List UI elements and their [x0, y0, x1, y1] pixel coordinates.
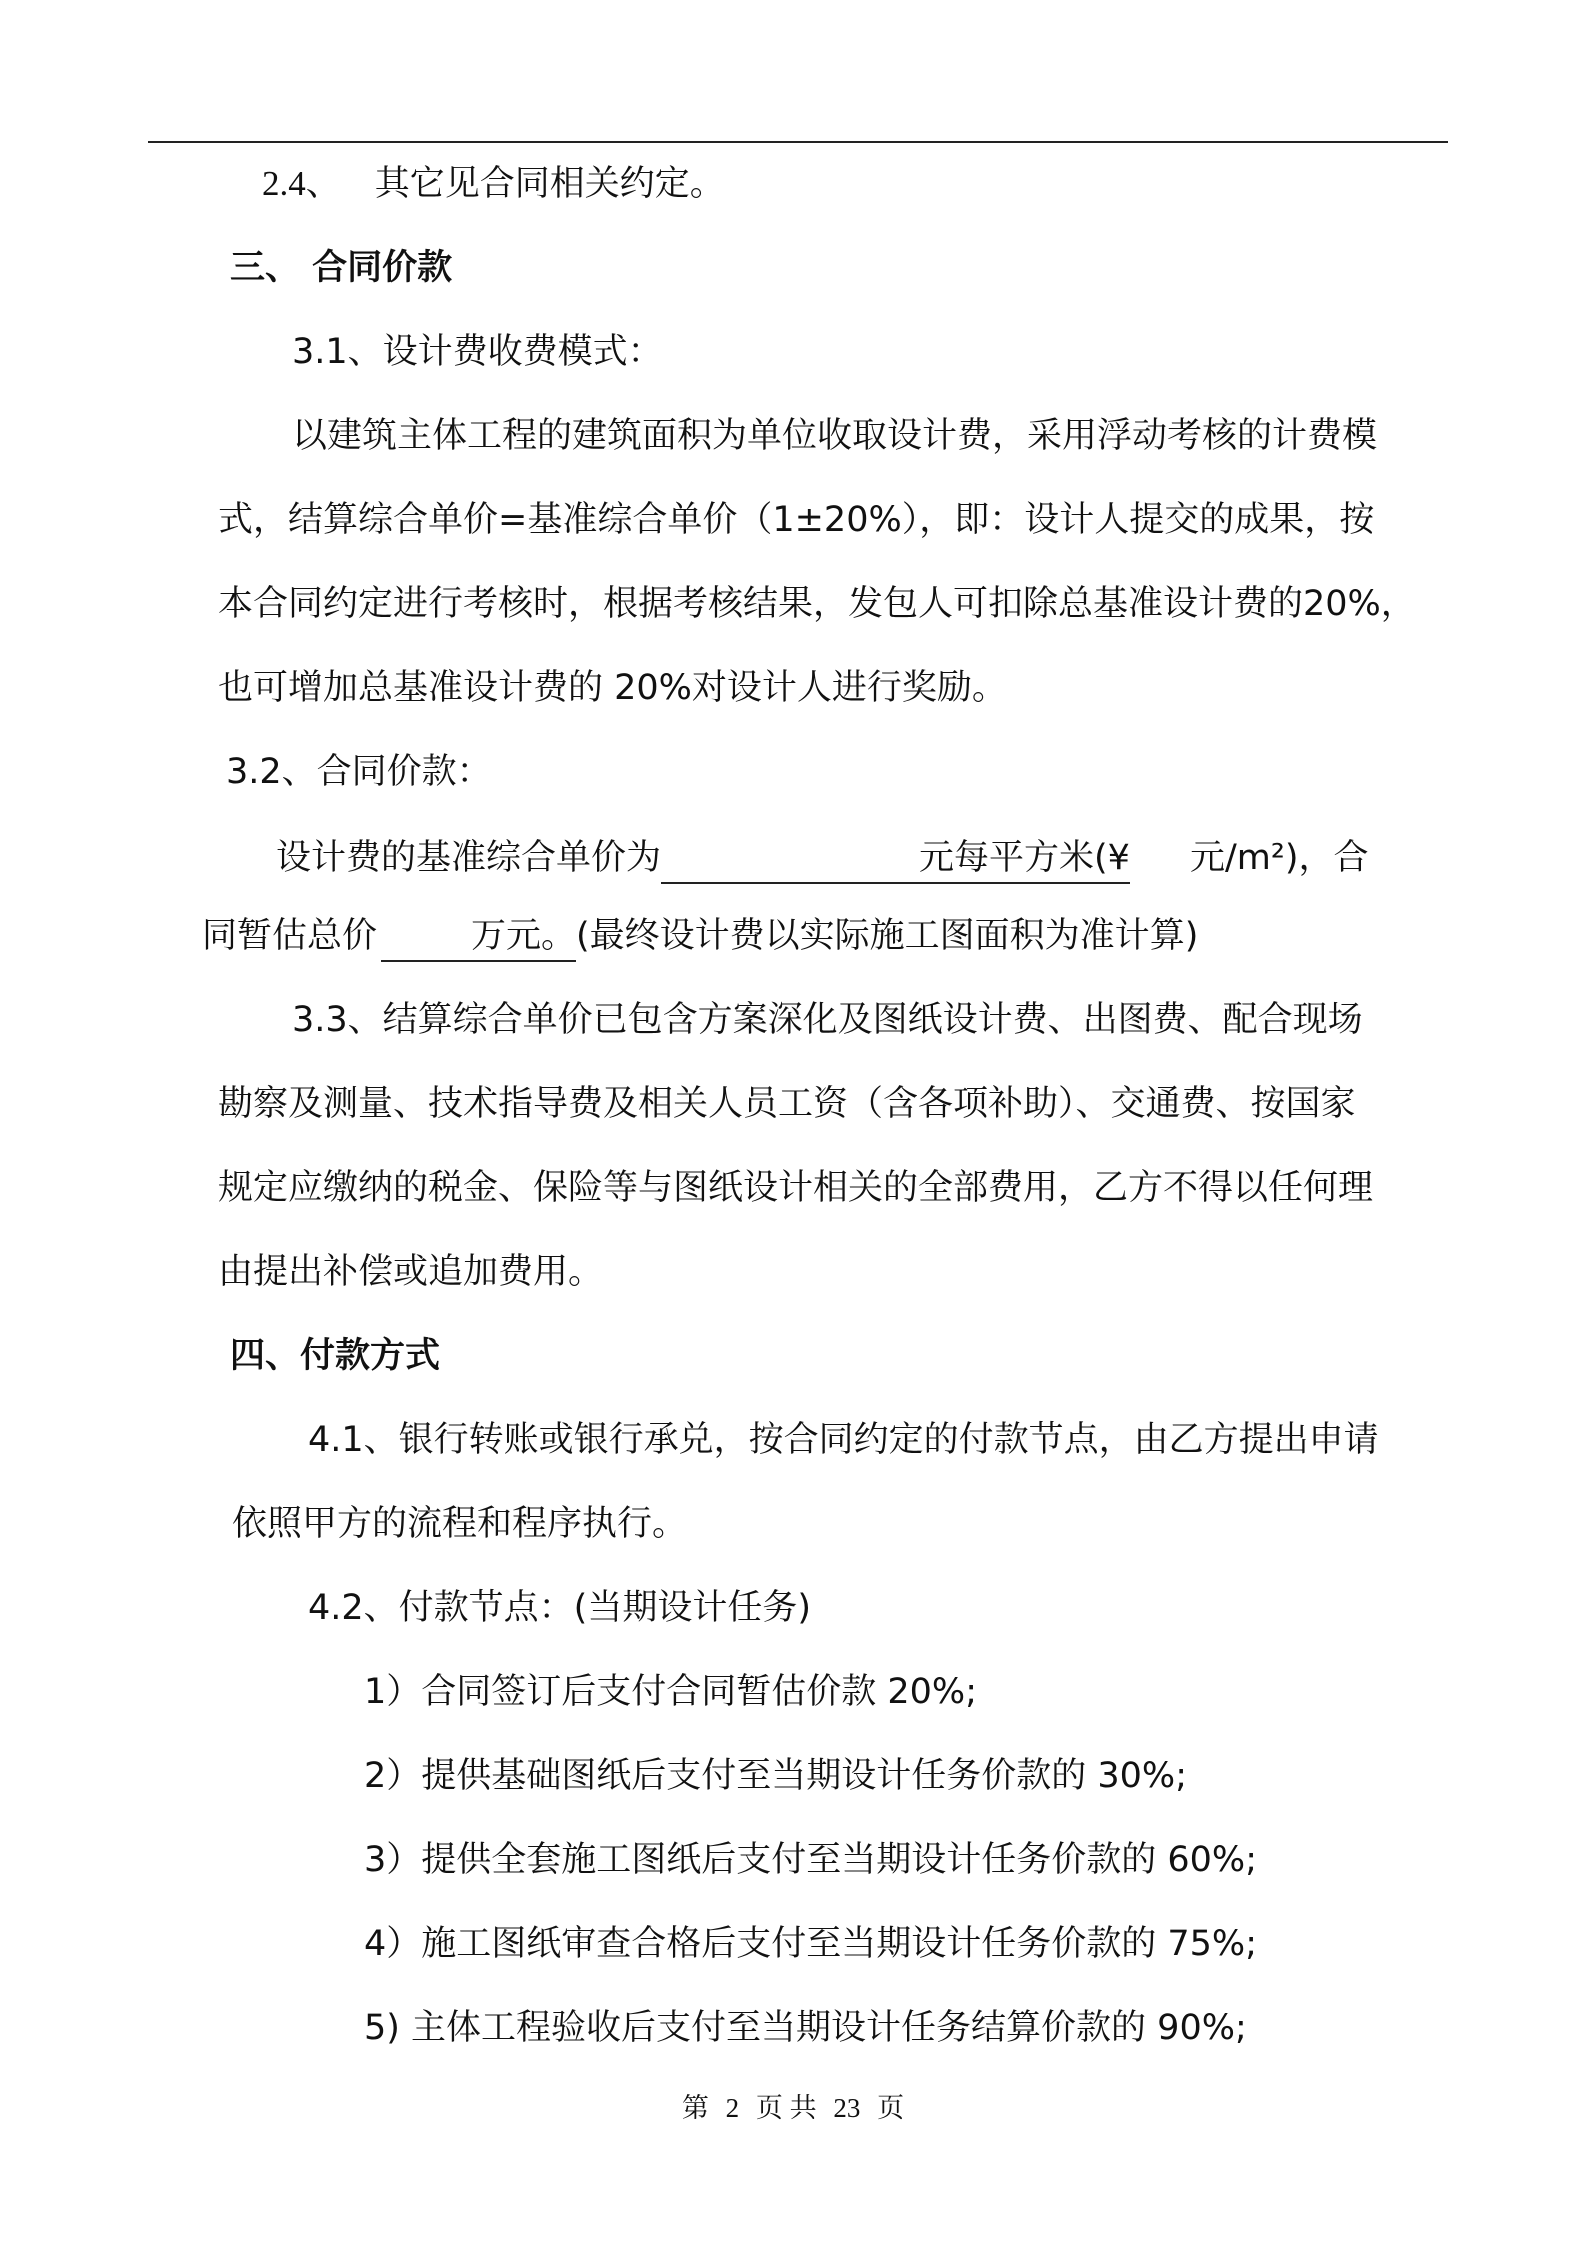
unit-price-blank [661, 842, 919, 884]
section-heading-3: 三、 合同价款 [230, 248, 453, 288]
estimated-total-label: 同暂估总价 [202, 916, 378, 956]
paragraph-line: 以建筑主体工程的建筑面积为单位收取设计费，采用浮动考核的计费模 [292, 416, 1378, 456]
payment-milestone-1: 1）合同签订后支付合同暂估价款 20%; [364, 1672, 977, 1712]
paragraph-line: 规定应缴纳的税金、保险等与图纸设计相关的全部费用，乙方不得以任何理 [218, 1168, 1374, 1208]
paragraph-line: 本合同约定进行考核时，根据考核结果，发包人可扣除总基准设计费的20%， [218, 584, 1416, 624]
clause-text: 其它见合同相关约定。 [374, 164, 725, 204]
payment-milestone-3: 3）提供全套施工图纸后支付至当期设计任务价款的 60%; [364, 1840, 1257, 1880]
paragraph-line: 式，结算综合单价=基准综合单价（1±20%），即：设计人提交的成果，按 [218, 500, 1375, 540]
estimated-total-unit: 万元。 [471, 912, 576, 962]
estimated-total-line [202, 912, 1198, 962]
paragraph-line: 勘察及测量、技术指导费及相关人员工资（含各项补助）、交通费、按国家 [218, 1084, 1356, 1124]
estimated-total-blank [381, 920, 471, 962]
unit-price-yuan-per-m2: 元/m²)，合 [1189, 838, 1369, 878]
paragraph-line: 由提出补偿或追加费用。 [218, 1252, 604, 1292]
payment-milestone-4: 4）施工图纸审查合格后支付至当期设计任务价款的 75%; [364, 1924, 1257, 1964]
section-heading-4: 四、付款方式 [230, 1336, 441, 1376]
paragraph-line: 依照甲方的流程和程序执行。 [232, 1504, 688, 1544]
footer-page-number: 2 [725, 2093, 740, 2123]
header-rule [148, 141, 1448, 143]
footer-middle: 页 共 [755, 2093, 817, 2123]
payment-milestone-2: 2）提供基础图纸后支付至当期设计任务价款的 30%; [364, 1756, 1187, 1796]
unit-price-label: 设计费的基准综合单价为 [276, 838, 662, 878]
clause-2-4 [262, 160, 725, 208]
page-footer [0, 2090, 1586, 2126]
footer-prefix: 第 [681, 2093, 709, 2123]
unit-price-per-sqm: 元每平方米(¥ [919, 834, 1130, 884]
unit-price-line [276, 834, 1369, 884]
clause-4-2-heading: 4.2、付款节点：(当期设计任务) [308, 1588, 811, 1628]
clause-3-2-heading: 3.2、合同价款： [226, 752, 492, 792]
footer-total-pages: 23 [833, 2093, 861, 2123]
estimated-total-note: (最终设计费以实际施工图面积为准计算) [576, 916, 1199, 956]
paragraph-line: 也可增加总基准设计费的 20%对设计人进行奖励。 [218, 668, 1007, 708]
payment-milestone-5: 5) 主体工程验收后支付至当期设计任务结算价款的 90%; [364, 2008, 1247, 2048]
clause-3-3: 3.3、结算综合单价已包含方案深化及图纸设计费、出图费、配合现场 [292, 1000, 1363, 1040]
footer-suffix: 页 [877, 2093, 905, 2123]
clause-number: 2.4、 [262, 164, 341, 203]
clause-4-1: 4.1、银行转账或银行承兑，按合同约定的付款节点，由乙方提出申请 [308, 1420, 1379, 1460]
clause-3-1-heading: 3.1、设计费收费模式： [292, 332, 663, 372]
